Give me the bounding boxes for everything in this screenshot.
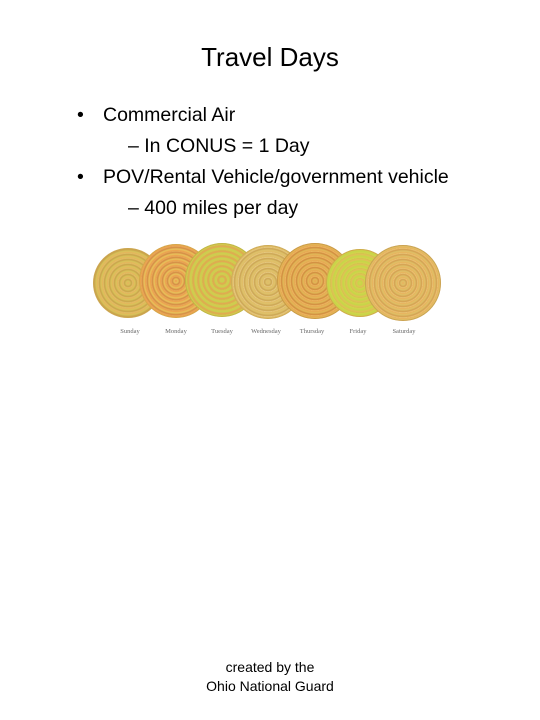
footer-line: Ohio National Guard — [206, 678, 334, 694]
bullet-text: POV/Rental Vehicle/government vehicle — [103, 166, 449, 188]
footer-credit — [0, 658, 540, 696]
days-of-week-graphic — [90, 243, 450, 343]
day-label: Monday — [165, 328, 187, 335]
day-label: Friday — [349, 328, 367, 335]
day-label: Tuesday — [211, 328, 233, 335]
slide-title: Travel Days — [201, 42, 339, 72]
saturday-circle-image — [365, 245, 441, 321]
bullet-marker: • — [77, 166, 84, 188]
day-label: Saturday — [392, 328, 416, 335]
bullet-item — [0, 162, 540, 193]
day-label: Wednesday — [251, 328, 281, 335]
sub-bullet-item: – In CONUS = 1 Day — [128, 135, 310, 157]
bullet-text: Commercial Air — [103, 104, 236, 126]
day-label: Sunday — [120, 328, 140, 335]
bullet-item — [0, 100, 540, 131]
sub-bullet-item: – 400 miles per day — [128, 197, 299, 219]
day-label: Thursday — [299, 328, 325, 335]
bullet-list — [0, 100, 540, 224]
footer-line: created by the — [225, 659, 315, 675]
bullet-marker: • — [77, 104, 84, 126]
